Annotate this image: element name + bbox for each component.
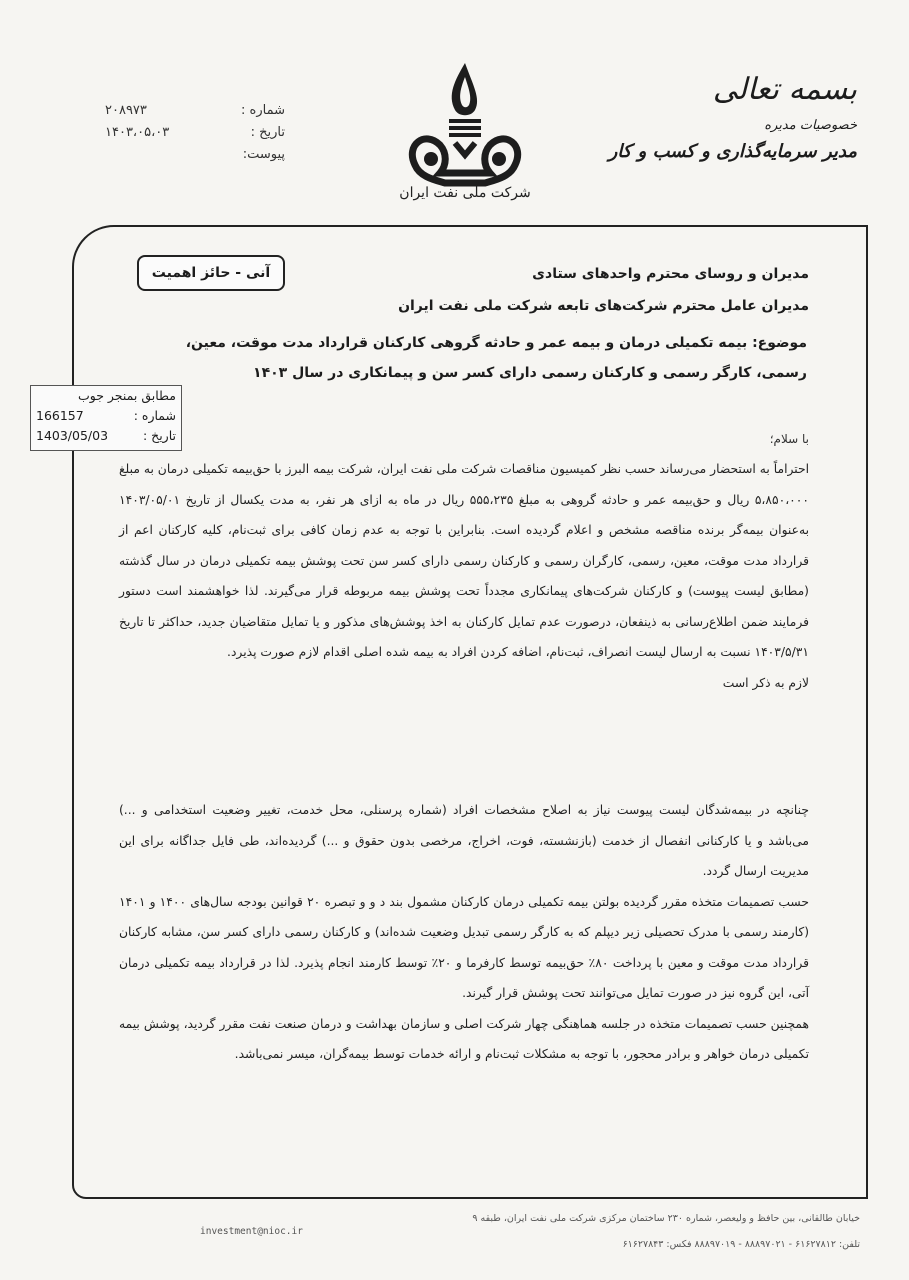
- notes-list: [119, 795, 809, 1070]
- letter-footer: [200, 1212, 860, 1251]
- date-value: ۱۴۰۳،۰۵،۰۳: [105, 125, 170, 140]
- number-value: ۲۰۸۹۷۳: [105, 103, 147, 118]
- stamp-number: 166157: [36, 408, 84, 423]
- subject-line: موضوع: بیمه تکمیلی درمان و بیمه عمر و حادثه گروهی کارکنان قرارداد مدت موقت، معین،: [185, 335, 807, 351]
- priority-box: آنی - حائز اهمیت: [137, 255, 285, 291]
- greeting: با سلام؛: [769, 432, 809, 446]
- letter-meta: [105, 100, 285, 166]
- footer-address: خیابان طالقانی، بین حافظ و ولیعصر، شماره ۲۳۰ ساختمان مرکزی شرکت ملی نفت ایران، طبقه ۹: [472, 1213, 860, 1224]
- footer-email: investment@nioc.ir: [200, 1226, 303, 1237]
- number-row: [105, 100, 285, 122]
- subject: [107, 328, 807, 388]
- heading-subtitle: خصوصیات مدیره: [764, 118, 857, 133]
- subject-line: رسمی، کارگر رسمی و کارکنان رسمی دارای کسر سن و پیمانکاری در سال ۱۴۰۳: [253, 365, 807, 381]
- date-row: [105, 122, 285, 144]
- note-item: حسب تصمیمات متخذه مقرر گردیده بولتن بیمه تکمیلی درمان کارکنان مشمول بند د و و تبصره ۲۰ قوانین بودجه سال‌های ۱۴۰۰ و ۱۴۰۱ (کارمند رسمی با مدرک تحصیلی زیر دیپلم که به کارگر رسمی تبدیل وضعیت شده‌اند) و کارکنان رسمی دارای کسر سن، مشابه کارکنان قرارداد مدت موقت و معین با پرداخت ۸۰٪ حق‌بیمه توسط کارفرما و ۲۰٪ توسط کارمند انجام پذیرد. لذا در قرارداد بیمه تکمیلی درمان آتی، این گروه نیز در صورت تمایل می‌توانند تحت پوشش قرار گیرند.: [119, 894, 809, 1000]
- attachment-label: پیوست:: [242, 147, 285, 162]
- stamp-date: 1403/05/03: [36, 428, 109, 443]
- stamp-number-row: شماره : 166157: [31, 406, 181, 426]
- attachment-row: [105, 144, 285, 166]
- note-heading: لازم به ذکر است: [722, 675, 809, 690]
- date-label: تاریخ :: [250, 125, 285, 140]
- recipient-line: مدیران عامل محترم شرکت‌های تابعه شرکت ملی نفت ایران: [398, 298, 809, 314]
- logo-caption: شرکت ملی نفت ایران: [399, 185, 531, 201]
- stamp-title: مطابق بمنجر جوب: [77, 388, 176, 403]
- recipient-line: مدیران و روسای محترم واحدهای ستادی: [532, 266, 809, 282]
- note-item: چنانچه در بیمه‌شدگان لیست پیوست نیاز به اصلاح مشخصات افراد (شماره پرسنلی، محل خدمت، تغییر وضعیت استخدامی و ...) می‌باشد و یا کارکنانی انفصال از خدمت (بازنشسته، فوت، اخراج، مرخصی بدون حقوق و ...) گردیده‌اند، طی فایل جداگانه برای این مدیریت ارسال گردد.: [119, 803, 809, 878]
- number-label: شماره :: [241, 103, 285, 118]
- recipients: [329, 258, 809, 322]
- note-item: همچنین حسب تصمیمات متخذه در جلسه هماهنگی چهار شرکت اصلی و سازمان بهداشت و درمان صنعت نفت مقرر گردید، پوشش بیمه تکمیلی درمان خواهر و برادر محجور، با توجه به مشکلات ثبت‌نام و ارائه خدمات توسط بیمه‌گران، میسر نمی‌باشد.: [119, 1016, 809, 1061]
- body-paragraph: احتراماً به استحضار می‌رساند حسب نظر کمیسیون مناقصات شرکت ملی نفت ایران، شرکت بیمه البرز با حق‌بیمه تکمیلی درمان به مبلغ ۵،۸۵۰،۰۰۰ ریال و حق‌بیمه عمر و حادثه گروهی به مبلغ ۵۵۵،۲۳۵ ریال در ماه به ازای هر نفر، به مدت یکسال از تاریخ ۱۴۰۳/۰۵/۰۱ به‌عنوان بیمه‌گر برنده مناقصه مشخص و اعلام گردیده است. بنابراین با توجه به عدم زمان کافی برای ثبت‌نام، کلیه کارکنان اعم از قرارداد مدت موقت، معین، رسمی، کارگران رسمی و کارکنان رسمی دارای کسر سن تحت پوشش بیمه تکمیلی درمان در سال گذشته (مطابق لیست پیوست) و کارکنان شرکت‌های پیمانکاری مجدداً تحت پوشش بیمه مربوطه قرار می‌گیرند. لذا خواهشمند است دستور فرمایند ضمن اطلاع‌رسانی به ذینفعان، درصورت عدم تمایل کارکنان به اخذ پوشش‌های مذکور و یا تمایل متقاضیان جدید، حداکثر تا تاریخ ۱۴۰۳/۵/۳۱ نسبت به ارسال لیست انصراف، ثبت‌نام، اضافه کردن افراد به بیمه شده اصلی اقدام لازم صورت پذیرد.: [119, 462, 809, 659]
- registration-stamp: [30, 385, 182, 451]
- bismillah-title: بسمه تعالی: [712, 72, 857, 107]
- stamp-date-row: تاریخ : 1403/05/03: [31, 426, 181, 446]
- footer-phones: تلفن: ۶۱۶۲۷۸۱۲ - ۸۸۸۹۷۰۲۱ - ۸۸۸۹۷۰۱۹ فکس: ۶۱۶۲۷۸۴۳: [622, 1239, 860, 1250]
- department-title: مدیر سرمایه‌گذاری و کسب و کار: [608, 141, 857, 162]
- letter-body: [119, 454, 809, 698]
- letter-heading: [597, 70, 857, 162]
